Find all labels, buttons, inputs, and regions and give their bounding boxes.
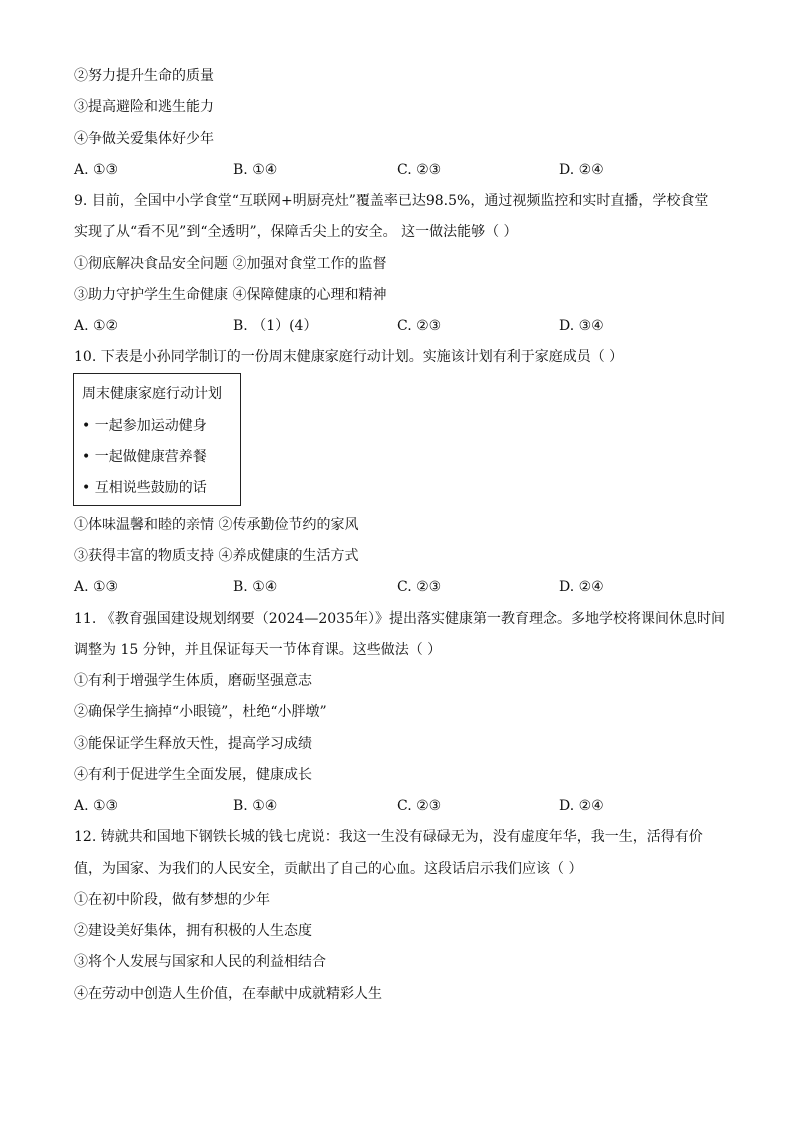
q10-option-b[interactable]: B. ①④ bbox=[233, 579, 278, 595]
q9-stem-line-2: 实现了从“看不见”到“全透明”，保障舌尖上的安全。 这一做法能够（ ） bbox=[74, 224, 518, 240]
q11-item-1: ①有利于增强学生体质，磨砺坚强意志 bbox=[74, 673, 312, 689]
q10-items-row-1: ①体味温馨和睦的亲情 ②传承勤俭节约的家风 bbox=[74, 517, 359, 533]
q11-item-3: ③能保证学生释放天性，提高学习成绩 bbox=[74, 736, 312, 752]
q10-stem-line-1: 10. 下表是小孙同学制订的一份周末健康家庭行动计划。实施该计划有利于家庭成员（ ） bbox=[74, 349, 624, 365]
q8-option-c[interactable]: C. ②③ bbox=[397, 162, 442, 178]
q12-stem-line-1: 12. 铸就共和国地下钢铁长城的钱七虎说：我这一生没有碌碌无为，没有虚度年华，我一生，活得有价 bbox=[74, 829, 703, 845]
q11-item-4: ④有利于促进学生全面发展，健康成长 bbox=[74, 767, 312, 783]
q9-option-a[interactable]: A. ①② bbox=[74, 318, 119, 334]
q8-option-a[interactable]: A. ①③ bbox=[74, 162, 119, 178]
q10-plan-item-3: • 互相说些鼓励的话 bbox=[82, 480, 207, 496]
q9-options bbox=[74, 317, 714, 335]
q9-stem-line-1: 9. 目前，全国中小学食堂“互联网+明厨亮灶”覆盖率已达98.5%，通过视频监控和实时直播，学校食堂 bbox=[74, 193, 709, 209]
q11-item-2: ②确保学生摘掉“小眼镜”，杜绝“小胖墩” bbox=[74, 704, 327, 720]
q10-option-a[interactable]: A. ①③ bbox=[74, 579, 119, 595]
q12-item-4: ④在劳动中创造人生价值，在奉献中成就精彩人生 bbox=[74, 986, 382, 1002]
q8-option-b[interactable]: B. ①④ bbox=[233, 162, 278, 178]
q10-option-d[interactable]: D. ②④ bbox=[559, 579, 604, 595]
q10-plan-item-2: • 一起做健康营养餐 bbox=[82, 449, 207, 465]
q11-stem-line-1: 11. 《教育强国建设规划纲要（2024—2035年）》提出落实健康第一教育理念。多地学校将课间休息时间 bbox=[74, 611, 725, 627]
q9-items-row-1: ①彻底解决食品安全问题 ②加强对食堂工作的监督 bbox=[74, 256, 387, 272]
q10-plan-title: 周末健康家庭行动计划 bbox=[82, 386, 222, 402]
q12-item-1: ①在初中阶段，做有梦想的少年 bbox=[74, 892, 270, 908]
q12-stem-line-2: 值，为国家、为我们的人民安全，贡献出了自己的心血。这段话启示我们应该（ ） bbox=[74, 861, 583, 877]
q9-items-row-2: ③助力守护学生生命健康 ④保障健康的心理和精神 bbox=[74, 287, 387, 303]
q10-plan-table bbox=[73, 373, 241, 506]
q9-option-c[interactable]: C. ②③ bbox=[397, 318, 442, 334]
q9-option-d[interactable]: D. ③④ bbox=[559, 318, 604, 334]
q8-item-2: ②努力提升生命的质量 bbox=[74, 68, 214, 84]
q10-option-c[interactable]: C. ②③ bbox=[397, 579, 442, 595]
q11-option-a[interactable]: A. ①③ bbox=[74, 798, 119, 814]
q11-stem-line-2: 调整为 15 分钟，并且保证每天一节体育课。这些做法（ ） bbox=[74, 642, 442, 658]
q8-option-d[interactable]: D. ②④ bbox=[559, 162, 604, 178]
q11-options bbox=[74, 797, 714, 815]
q10-plan-item-1: • 一起参加运动健身 bbox=[82, 418, 207, 434]
q12-item-2: ②建设美好集体，拥有积极的人生态度 bbox=[74, 923, 312, 939]
q8-options bbox=[74, 161, 714, 179]
q10-options bbox=[74, 578, 714, 596]
q11-option-b[interactable]: B. ①④ bbox=[233, 798, 278, 814]
q11-option-d[interactable]: D. ②④ bbox=[559, 798, 604, 814]
q12-item-3: ③将个人发展与国家和人民的利益相结合 bbox=[74, 954, 326, 970]
q11-option-c[interactable]: C. ②③ bbox=[397, 798, 442, 814]
q9-option-b[interactable]: B. （1）(4） bbox=[233, 318, 318, 334]
q10-items-row-2: ③获得丰富的物质支持 ④养成健康的生活方式 bbox=[74, 548, 359, 564]
q8-item-3: ③提高避险和逃生能力 bbox=[74, 99, 214, 115]
q8-item-4: ④争做关爱集体好少年 bbox=[74, 131, 214, 147]
